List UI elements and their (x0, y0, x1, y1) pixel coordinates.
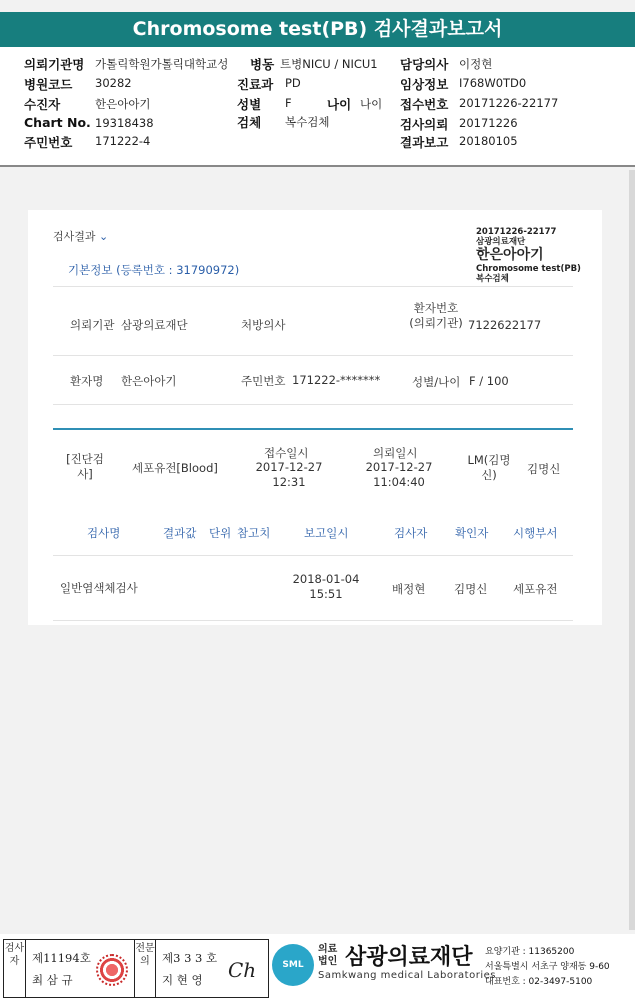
report-title: Chromosome test(PB) 검사결과보고서 (0, 12, 635, 47)
scrollbar[interactable] (629, 170, 635, 930)
header-label-doctor: 담당의사 (400, 57, 449, 72)
header-value-report-date: 20180105 (459, 134, 518, 148)
resident-label: 주민번호 (241, 374, 286, 388)
divider (53, 286, 573, 287)
signature-box (3, 939, 269, 998)
stamp-test: Chromosome test(PB) (476, 264, 581, 274)
row-dept: 세포유전 (513, 582, 558, 596)
header-value-patient: 한은아아기 (95, 97, 151, 111)
header-value-institution: 가톨릭학원가톨릭대학교성 (95, 57, 229, 71)
contact-phone: 대표번호 : 02-3497-5100 (485, 977, 593, 987)
sex-age-label: 성별/나이 (412, 375, 461, 389)
header-label-institution: 의뢰기관명 (24, 57, 85, 72)
org-english-name: Samkwang medical Laboratories (318, 970, 496, 981)
col-header-report-time: 보고일시 (304, 526, 349, 540)
header-label-patient: 수진자 (24, 97, 61, 112)
stamp-org: 삼광의료재단 (476, 237, 526, 247)
header-label-report-date: 결과보고 (400, 135, 449, 150)
institution-value: 삼광의료재단 (121, 318, 188, 332)
header-value-clinical-info: I768W0TD0 (459, 76, 527, 90)
sign2-name: 지 현 영 (162, 973, 203, 987)
header-value-request-date: 20171226 (459, 116, 518, 130)
result-stamp (476, 227, 606, 284)
seal-stamp-icon (96, 954, 128, 986)
contact-address: 서울특별시 서초구 양재동 9-60 (485, 962, 610, 972)
sign2-role: 전문의 (134, 940, 156, 997)
section-toggle[interactable] (53, 228, 108, 244)
requested-label: 의뢰일시 (373, 446, 418, 460)
patient-no-label: 환자번호 (의뢰기관) (409, 301, 463, 330)
sign1-license-no: 제11194호 (32, 951, 91, 965)
header-value-chart-no: 19318438 (95, 116, 154, 130)
patient-name-label: 환자명 (70, 374, 104, 388)
header-value-doctor: 이정현 (459, 57, 493, 71)
lm-doctor: LM(김명신) (467, 453, 511, 482)
stamp-patient: 한은아아기 (476, 247, 544, 263)
header-label-ward: 병동 (250, 57, 275, 72)
section-toggle-label: 검사결과 (53, 230, 96, 243)
doctor-label: 처방의사 (241, 318, 286, 332)
row-confirmer: 김명신 (454, 582, 488, 596)
header-label-hospital-code: 병원코드 (24, 77, 73, 92)
report-header (0, 47, 635, 167)
lm-doctor-name: 김명신 (527, 462, 561, 476)
patient-name-value: 한은아아기 (121, 374, 177, 388)
header-label-age: 나이 (327, 97, 352, 112)
header-label-chart-no: Chart No. (24, 115, 91, 130)
diagnosis-dept: 세포유전[Blood] (132, 461, 218, 475)
row-test-name: 일반염색체검사 (60, 581, 138, 595)
header-label-sex: 성별 (237, 97, 262, 112)
resident-value: 171222-******* (292, 373, 381, 387)
report-footer (0, 934, 635, 1004)
divider (53, 555, 573, 556)
col-header-ref: 참고치 (237, 526, 271, 540)
patient-no-value: 7122622177 (468, 318, 542, 332)
received-label: 접수일시 (264, 446, 309, 460)
contact-code: 요양기관 : 11365200 (485, 947, 575, 957)
header-value-resident-no: 171222-4 (95, 134, 151, 148)
sml-logo-icon: SML (272, 944, 314, 986)
divider (53, 620, 573, 621)
sex-age-value: F / 100 (469, 374, 509, 388)
col-header-unit: 단위 (209, 526, 232, 540)
sign2-license-no: 제3 3 3 호 (162, 951, 218, 965)
header-label-request-date: 검사의뢰 (400, 117, 449, 132)
chevron-down-icon: ⌄ (99, 230, 109, 243)
requested-value: 2017-12-27 11:04:40 (365, 460, 433, 489)
header-value-sex: F (285, 96, 292, 110)
header-label-department: 진료과 (237, 77, 274, 92)
basic-info-title: 기본정보 (등록번호 : 31790972) (68, 263, 240, 277)
col-header-confirmer: 확인자 (455, 526, 489, 540)
org-prefix: 의료법인 (318, 944, 338, 967)
header-value-hospital-code: 30282 (95, 76, 132, 90)
header-value-department: PD (285, 76, 301, 90)
received-value: 2017-12-27 12:31 (255, 460, 323, 489)
header-value-receipt-no: 20171226-22177 (459, 96, 559, 110)
institution-label: 의뢰기관 (70, 318, 115, 332)
stamp-specimen: 복수검체 (476, 274, 509, 284)
header-label-specimen: 검체 (237, 115, 262, 130)
stamp-code: 20171226-22177 (476, 227, 557, 237)
section-divider (53, 428, 573, 430)
header-value-ward: 트병NICU / NICU1 (280, 57, 378, 71)
row-report-time: 2018-01-04 15:51 (292, 572, 360, 601)
row-tester: 배정현 (392, 582, 426, 596)
col-header-dept: 시행부서 (513, 526, 558, 540)
divider (53, 404, 573, 405)
diagnosis-type: [진단검사] (66, 452, 104, 481)
col-header-result: 결과값 (163, 526, 197, 540)
header-label-clinical-info: 임상정보 (400, 77, 449, 92)
header-value-age: 나이 (360, 97, 383, 111)
col-header-test-name: 검사명 (87, 526, 121, 540)
header-label-resident-no: 주민번호 (24, 135, 73, 150)
sign1-name: 최 삼 규 (32, 973, 73, 987)
signature-mark: Ch (228, 958, 257, 982)
org-name: 삼광의료재단 (345, 945, 473, 970)
sign1-role: 검사자 (4, 940, 26, 997)
header-label-receipt-no: 접수번호 (400, 97, 449, 112)
result-panel (28, 210, 602, 625)
col-header-tester: 검사자 (394, 526, 428, 540)
header-value-specimen: 복수검체 (285, 115, 330, 129)
divider (53, 355, 573, 356)
